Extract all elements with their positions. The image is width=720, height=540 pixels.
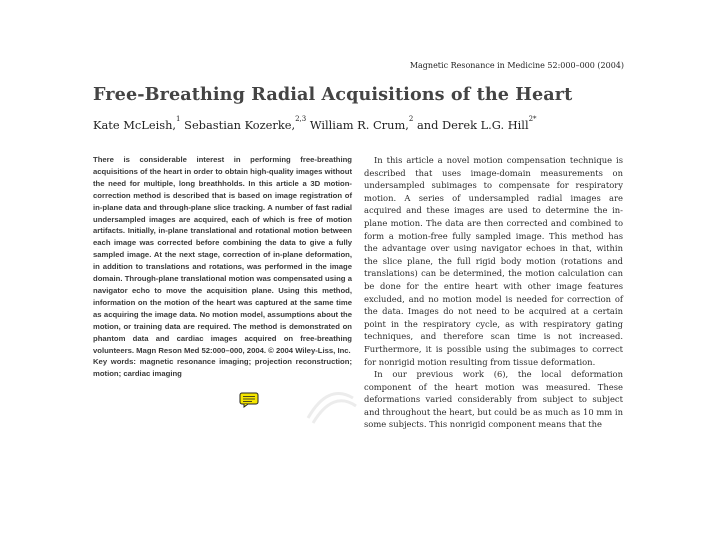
author-affiliation: 1	[176, 115, 181, 123]
body-paragraph: In our previous work (6), the local deformation component of the heart motion was measured. These deformations varied considerably from subject to subject and throughout the heart, but could be as much as 10 mm in some subjects. This nonrigid component means that the	[364, 369, 623, 430]
wiley-logo-watermark	[298, 378, 358, 428]
keywords-text: Key words: magnetic resonance imaging; projection reconstruction; motion; cardiac imaging	[93, 357, 352, 379]
abstract-text: There is considerable interest in performing free-breathing acquisitions of the heart in order to obtain high-quality images without the need for multiple, long breathholds. In this article a 3D motion-correction method is described that is based on image registration of in-plane data and through-plane slice tracking. A number of fast radial undersampled images are acquired, each of which is free of motion artifacts. Initially, in-plane translational and rotational motion between each image was corrected before combining the data to give a fully sampled image. At the next stage, correction of in-plane deformation, in addition to translations and rotations, was performed in the image domain. Through-plane translational motion was compensated using a navigator echo to move the acquisition plane. Using this method, information on the motion of the heart was captured at the same time as acquiring the image data. No motion model, assumptions about the motion, or training data are required. The method is demonstrated on phantom data and cardiac images acquired on free-breathing volunteers. Magn Reson Med 52:000–000, 2004. © 2004 Wiley-Liss, Inc.	[93, 155, 352, 355]
author-affiliation: 2*	[528, 115, 537, 123]
author-affiliation: 2,3	[295, 115, 307, 123]
body-paragraph: In this article a novel motion compensation technique is described that uses image-domain measurements on undersampled subimages to compensate for respiratory motion. A series of undersampled radial images are acquired and these images are used to determine the in-plane motion. The data are then corrected and combined to form a motion-free fully sampled image. This method has the advantage over using navigator echoes in that, within the slice plane, the full rigid body motion (rotations and translations) can be determined, the motion calculation can be done for the entire heart with other image features excluded, and no motion model is needed for correction of the data. Images do not need to be acquired at a certain point in the respiratory cycle, as with respiratory gating techniques, and therefore scan time is not increased. Furthermore, it is possible using the subimages to correct for nonrigid motion resulting from tissue deformation.	[364, 155, 623, 367]
abstract-column	[93, 154, 352, 416]
paper-title: Free-Breathing Radial Acquisitions of the Heart	[93, 84, 573, 105]
author-name: Kate McLeish,	[93, 118, 177, 132]
author-affiliation: 2	[408, 115, 414, 123]
body-column	[364, 154, 623, 430]
sticky-note-icon[interactable]	[239, 392, 259, 408]
author-name: William R. Crum,	[309, 118, 409, 132]
author-list	[93, 115, 537, 132]
author-name: and Derek L.G. Hill	[416, 118, 529, 132]
author-name: Sebastian Kozerke,	[184, 118, 296, 132]
journal-header: Magnetic Resonance in Medicine 52:000–000 (2004)	[409, 61, 624, 70]
